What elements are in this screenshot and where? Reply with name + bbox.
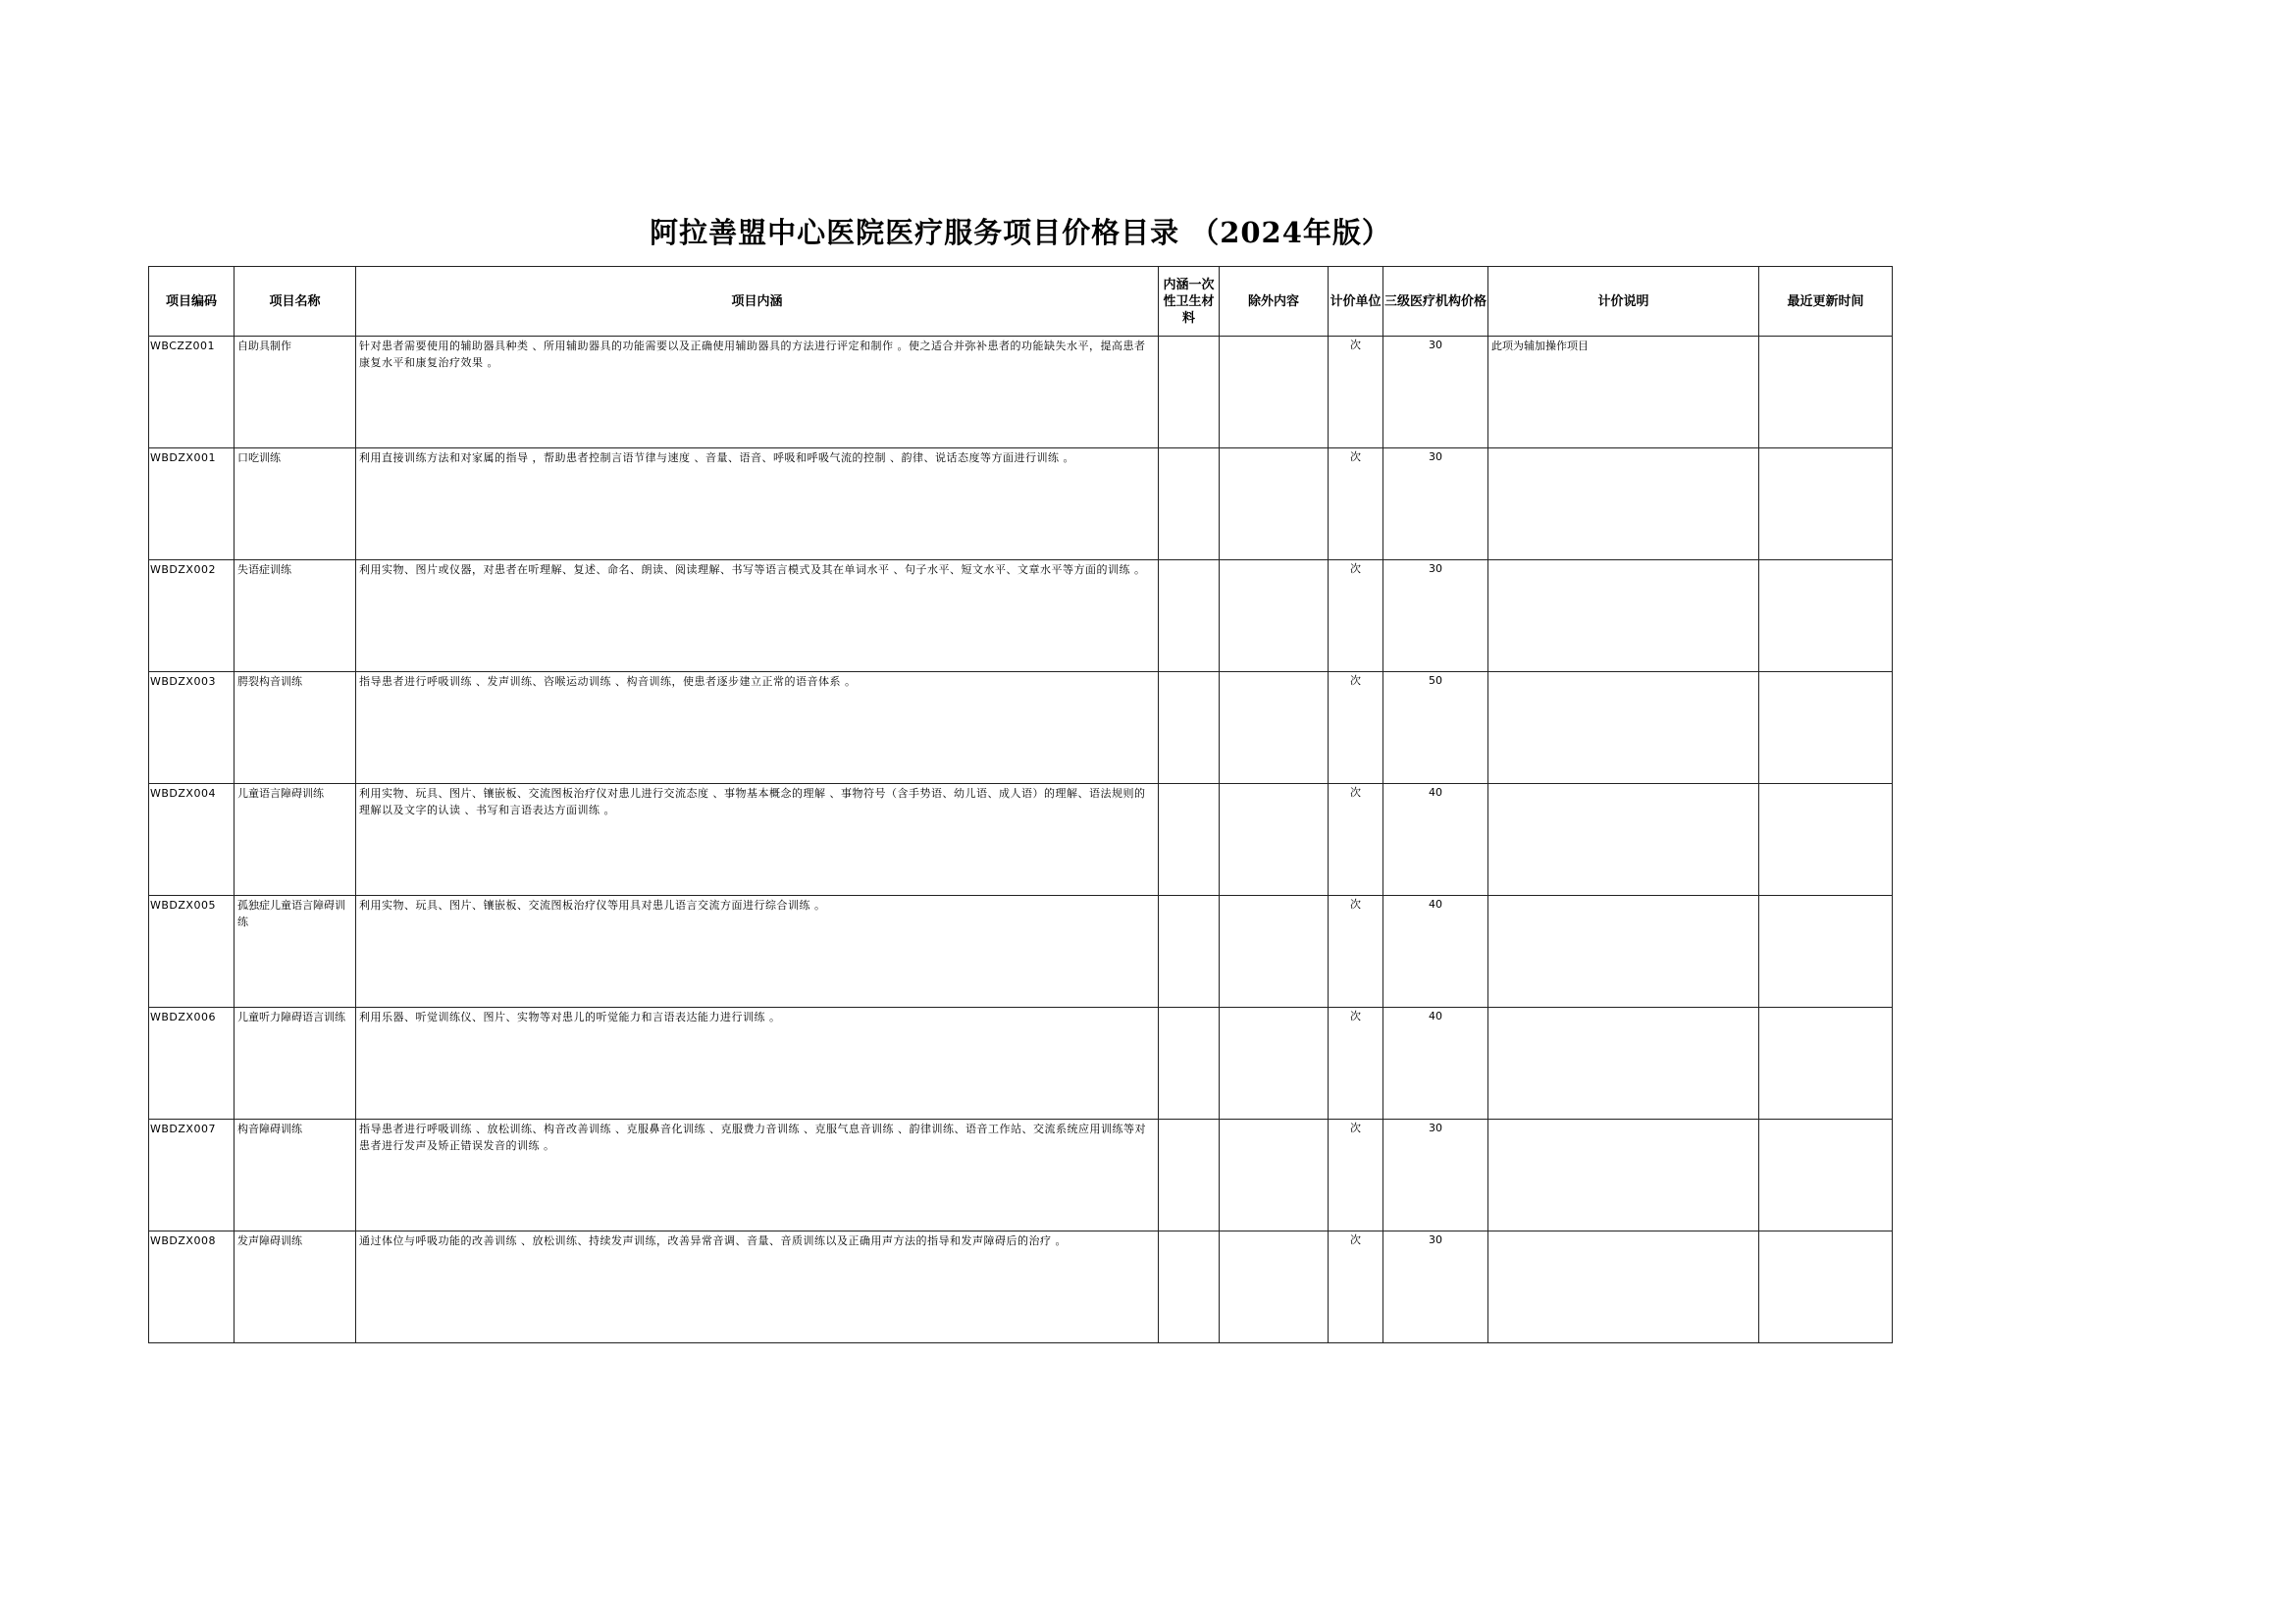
cell-price: 40 [1383,1008,1488,1120]
cell-disposable [1159,560,1220,672]
cell-code: WBDZX001 [149,448,235,560]
header-updated: 最近更新时间 [1759,267,1893,337]
cell-exclusions [1220,896,1329,1008]
cell-price: 30 [1383,448,1488,560]
cell-code: WBDZX002 [149,560,235,672]
table-row [149,896,1893,1008]
table-row [149,560,1893,672]
table-row [149,672,1893,784]
cell-unit: 次 [1329,560,1383,672]
cell-unit: 次 [1329,1120,1383,1231]
cell-notes: 此项为辅加操作项目 [1488,337,1759,448]
header-disposable-materials: 内涵一次性卫生材料 [1159,267,1220,337]
cell-notes [1488,896,1759,1008]
table-row [149,1120,1893,1231]
cell-price: 50 [1383,672,1488,784]
cell-disposable [1159,448,1220,560]
cell-disposable [1159,896,1220,1008]
header-exclusions: 除外内容 [1220,267,1329,337]
table-row [149,784,1893,896]
cell-code: WBDZX003 [149,672,235,784]
cell-exclusions [1220,448,1329,560]
cell-updated [1759,672,1893,784]
cell-unit: 次 [1329,896,1383,1008]
cell-content: 指导患者进行呼吸训练 、放松训练、构音改善训练 、克服鼻音化训练 、克服费力音训练 、克服气息音训练 、韵律训练、语音工作站、交流系统应用训练等对患者进行发声及矫正错误发音的训练 。 [356,1120,1159,1231]
cell-exclusions [1220,784,1329,896]
cell-disposable [1159,1008,1220,1120]
cell-unit: 次 [1329,784,1383,896]
cell-code: WBDZX006 [149,1008,235,1120]
header-unit: 计价单位 [1329,267,1383,337]
cell-name: 腭裂构音训练 [235,672,356,784]
cell-unit: 次 [1329,337,1383,448]
cell-code: WBDZX007 [149,1120,235,1231]
cell-notes [1488,1120,1759,1231]
cell-content: 通过体位与呼吸功能的改善训练 、放松训练、持续发声训练，改善异常音调、音量、音质训练以及正确用声方法的指导和发声障碍后的治疗 。 [356,1231,1159,1343]
cell-updated [1759,896,1893,1008]
header-price: 三级医疗机构价格 [1383,267,1488,337]
cell-exclusions [1220,337,1329,448]
cell-disposable [1159,672,1220,784]
cell-name: 发声障碍训练 [235,1231,356,1343]
cell-updated [1759,448,1893,560]
cell-unit: 次 [1329,448,1383,560]
cell-updated [1759,1120,1893,1231]
cell-unit: 次 [1329,1231,1383,1343]
cell-disposable [1159,784,1220,896]
cell-notes [1488,560,1759,672]
cell-name: 口吃训练 [235,448,356,560]
cell-content: 利用实物、玩具、图片、镶嵌板、交流图板治疗仪对患儿进行交流态度 、事物基本概念的理解 、事物符号（含手势语、幼儿语、成人语）的理解、语法规则的理解以及文字的认读 、书写和言语表达方面训练 。 [356,784,1159,896]
cell-disposable [1159,337,1220,448]
header-notes: 计价说明 [1488,267,1759,337]
cell-unit: 次 [1329,672,1383,784]
cell-notes [1488,448,1759,560]
cell-updated [1759,784,1893,896]
cell-content: 利用实物、玩具、图片、镶嵌板、交流图板治疗仪等用具对患儿语言交流方面进行综合训练 。 [356,896,1159,1008]
cell-name: 孤独症儿童语言障碍训练 [235,896,356,1008]
cell-exclusions [1220,1008,1329,1120]
table-header-row [149,267,1893,337]
cell-name: 自助具制作 [235,337,356,448]
cell-price: 30 [1383,337,1488,448]
cell-notes [1488,1008,1759,1120]
cell-name: 失语症训练 [235,560,356,672]
price-catalog-table [148,266,1893,1343]
cell-disposable [1159,1120,1220,1231]
cell-unit: 次 [1329,1008,1383,1120]
header-code: 项目编码 [149,267,235,337]
table-row [149,1231,1893,1343]
cell-price: 30 [1383,560,1488,672]
cell-updated [1759,1231,1893,1343]
cell-exclusions [1220,672,1329,784]
cell-content: 利用乐器、听觉训练仪、图片、实物等对患儿的听觉能力和言语表达能力进行训练 。 [356,1008,1159,1120]
table-row [149,448,1893,560]
cell-code: WBCZZ001 [149,337,235,448]
cell-code: WBDZX004 [149,784,235,896]
cell-price: 30 [1383,1231,1488,1343]
header-content: 项目内涵 [356,267,1159,337]
cell-updated [1759,337,1893,448]
cell-name: 儿童听力障碍语言训练 [235,1008,356,1120]
cell-content: 利用直接训练方法和对家属的指导 ，帮助患者控制言语节律与速度 、音量、语音、呼吸和呼吸气流的控制 、韵律、说话态度等方面进行训练 。 [356,448,1159,560]
cell-updated [1759,1008,1893,1120]
cell-exclusions [1220,1120,1329,1231]
cell-updated [1759,560,1893,672]
cell-price: 40 [1383,784,1488,896]
cell-code: WBDZX008 [149,1231,235,1343]
cell-content: 指导患者进行呼吸训练 、发声训练、咨喉运动训练 、构音训练，使患者逐步建立正常的语音体系 。 [356,672,1159,784]
cell-price: 40 [1383,896,1488,1008]
cell-name: 儿童语言障碍训练 [235,784,356,896]
table-row [149,337,1893,448]
header-name: 项目名称 [235,267,356,337]
cell-code: WBDZX005 [149,896,235,1008]
cell-disposable [1159,1231,1220,1343]
cell-content: 利用实物、图片或仪器，对患者在听理解、复述、命名、朗读、阅读理解、书写等语言模式及其在单词水平 、句子水平、短文水平、文章水平等方面的训练 。 [356,560,1159,672]
table-row [149,1008,1893,1120]
page-title: 阿拉善盟中心医院医疗服务项目价格目录 （2024年版） [650,216,1391,249]
cell-price: 30 [1383,1120,1488,1231]
cell-exclusions [1220,1231,1329,1343]
cell-name: 构音障碍训练 [235,1120,356,1231]
cell-content: 针对患者需要使用的辅助器具种类 、所用辅助器具的功能需要以及正确使用辅助器具的方法进行评定和制作 。使之适合并弥补患者的功能缺失水平，提高患者康复水平和康复治疗效果 。 [356,337,1159,448]
cell-notes [1488,1231,1759,1343]
cell-notes [1488,784,1759,896]
cell-exclusions [1220,560,1329,672]
cell-notes [1488,672,1759,784]
